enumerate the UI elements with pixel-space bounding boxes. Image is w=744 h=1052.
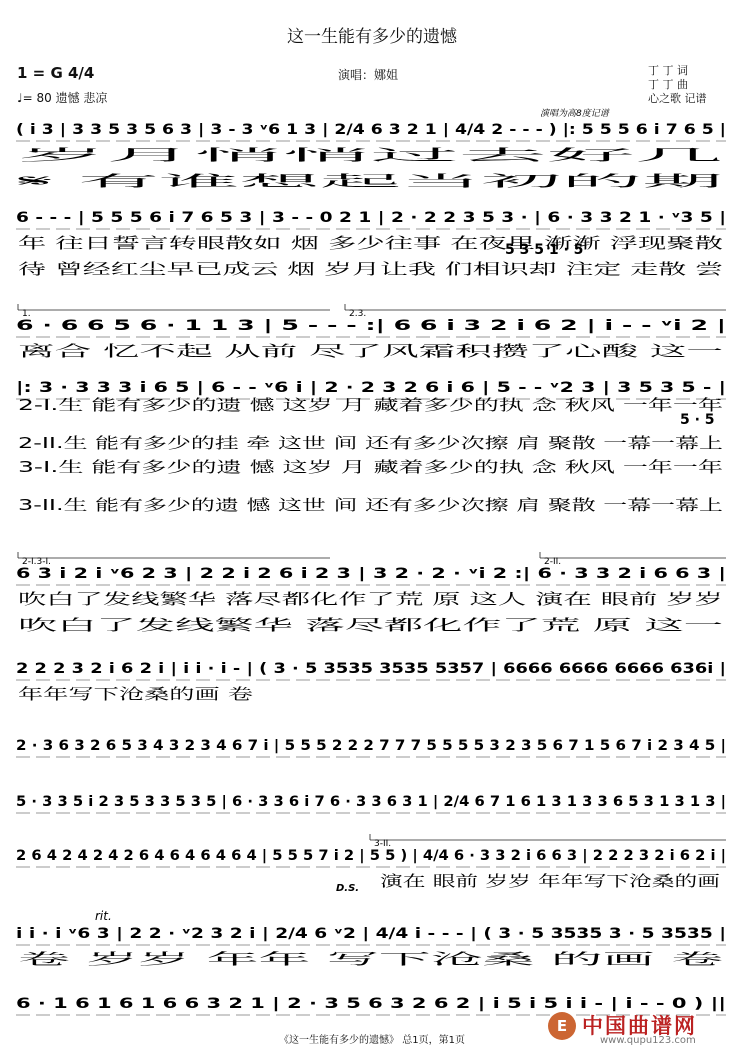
volta-label-2: 3-II. bbox=[374, 839, 392, 849]
composer-credit: 丁 丁 曲 bbox=[648, 78, 688, 91]
watermark-url: www.qupu123.com bbox=[600, 1035, 696, 1046]
notation-line: ( i 3 | 3 3 5 3 5 6 3 | 3 - 3 ᵛ6 1 3 | 2/4 6 3 2 1 | 4/4 2 - - - ) |: 5 5 5 6 i 7 6 5 | bbox=[16, 122, 726, 138]
volta-bracket-1 bbox=[18, 552, 330, 558]
volta-label-2: 2-II. bbox=[544, 557, 562, 567]
lyric-line: 岁月悄悄过去好几 bbox=[18, 146, 723, 164]
key-signature: 1 = G 4/4 bbox=[17, 64, 95, 82]
notation-line: 6 · 6 6 5 6 · 1 1 3 | 5 - - - :| 6 6 i 3 2 i 6 2 | i - - ᵛi 2 | bbox=[16, 318, 726, 334]
lyric-line: 待 曾经红尘早已成云 烟 岁月让我 们相识却 注定 走散 尝 bbox=[18, 260, 723, 278]
volta-bracket-2 bbox=[370, 834, 726, 840]
rit-marking: rit. bbox=[95, 909, 112, 923]
score-note: 演唱为高8度记谱 bbox=[540, 109, 609, 119]
page-title: 这一生能有多少的遗憾 bbox=[287, 27, 457, 47]
lyric-line: 卷 岁岁 年年 写下沧桑 的画 卷 bbox=[18, 950, 723, 968]
tempo-marking: ♩= 80 遗憾 悲凉 bbox=[17, 91, 108, 105]
lyric-line: 3-I.生 能有多少的遗 憾 这岁 月 藏着多少的执 念 秋风 一年一年 bbox=[18, 458, 723, 476]
lyric-line: 年 往日誓言转眼散如 烟 多少往事 在夜里 渐渐 浮现聚散 bbox=[18, 234, 723, 252]
watermark-name: 中国曲谱网 bbox=[582, 1014, 697, 1038]
volta-bracket-2 bbox=[345, 304, 726, 310]
volta-bracket-1 bbox=[18, 304, 330, 310]
volta-label-2: 2.3. bbox=[349, 309, 367, 319]
lyric-line: 2-I.生 能有多少的遗 憾 这岁 月 藏着多少的执 念 秋风 一年一年 bbox=[18, 396, 723, 414]
transcriber-credit: 心之歌 记谱 bbox=[648, 92, 707, 105]
upper-voice-notes: 5 3 5 1 · 5 bbox=[505, 242, 584, 258]
lyric-line: 𝄋 有谁想起当初的期 bbox=[18, 172, 723, 190]
notation-line: 6 - - - | 5 5 5 6 i 7 6 5 3 | 3 - - 0 2 1 | 2 · 2 2 3 5 3 · | 6 · 3 3 2 1 · ᵛ3 5 | bbox=[16, 210, 726, 226]
score-rows bbox=[16, 122, 726, 1015]
page-footer: 《这一生能有多少的遗憾》 总1页，第1页 bbox=[279, 1035, 465, 1046]
lyric-line: 演在 眼前 岁岁 年年写下沧桑的画 bbox=[380, 872, 720, 890]
lyric-line: 吹白了发线繁华 落尽都化作了荒 原 这人 演在 眼前 岁岁 bbox=[18, 590, 723, 608]
volta-label-1: 1. bbox=[22, 309, 31, 319]
notation-line: 2 6 4 2 4 2 4 2 6 4 6 4 6 4 6 4 | 5 5 5 7 i 2 | 5 5 ) | 4/4 6 · 3 3 2 i 6 6 3 | 2 2 2 3 2 i 6 2 i | bbox=[16, 848, 727, 864]
ds-marking: D.S. bbox=[336, 883, 360, 894]
lyric-line: 离合 忆不起 从前 尽了风霜积攒了心酸 这一 bbox=[18, 342, 723, 360]
volta-bracket-2 bbox=[540, 552, 726, 558]
lyric-line: 年年写下沧桑的画 卷 bbox=[18, 685, 254, 703]
upper-voice-notes: 5 · 5 bbox=[680, 412, 715, 428]
watermark-logo-icon: E bbox=[548, 1012, 576, 1040]
notation-line: i i · i ᵛ6 3 | 2 2 · ᵛ2 3 2 i | 2/4 6 ᵛ2 | 4/4 i - - - | ( 3 · 5 3535 3 · 5 3535 | bbox=[16, 926, 726, 942]
notation-line: 6 3 i 2 i ᵛ6 2 3 | 2 2 i 2 6 i 2 3 | 3 2 · 2 · ᵛi 2 :| 6 · 3 3 2 i 6 6 3 | bbox=[16, 566, 726, 582]
notation-line: 2 2 2 3 2 i 6 2 i | i i · i - | ( 3 · 5 3535 3535 5357 | 6666 6666 6666 636i | bbox=[16, 661, 726, 677]
volta-label-1: 2-I.3-I. bbox=[22, 557, 51, 567]
lyric-line: 2-II.生 能有多少的挂 牵 这世 间 还有多少次擦 肩 聚散 一幕一幕上 bbox=[18, 434, 723, 452]
lyricist-credit: 丁 丁 词 bbox=[648, 64, 688, 77]
lyric-line: 3-II.生 能有多少的遗 憾 这世 间 还有多少次擦 肩 聚散 一幕一幕上 bbox=[18, 496, 723, 514]
singer-credit: 演唱：娜姐 bbox=[338, 68, 399, 82]
notation-line: 6 · 1 6 1 6 1 6 6 3 2 1 | 2 · 3 5 6 3 2 6 2 | i 5 i 5 i i - | i - - 0 ) || bbox=[16, 996, 726, 1012]
notation-line: 5 · 3 3 5 i 2 3 5 3 3 5 3 5 | 6 · 3 3 6 i 7 6 · 3 3 6 3 1 | 2/4 6 7 1 6 1 3 1 3 3 6 5 3 1 3 1 3 | bbox=[16, 794, 726, 810]
notation-line: 2 · 3 6 3 2 6 5 3 4 3 2 3 4 6 7 i | 5 5 5 2 2 2 7 7 7 5 5 5 5 3 2 3 5 6 7 1 5 6 7 i 2 3 4 5 | bbox=[16, 738, 726, 754]
lyric-line: 吹白了发线繁华 落尽都化作了荒 原 这一 bbox=[18, 616, 723, 634]
site-watermark bbox=[548, 1010, 738, 1044]
notation-line: |: 3 · 3 3 3 i 6 5 | 6 - - ᵛ6 i | 2 · 2 3 2 6 i 6 | 5 - - ᵛ2 3 | 3 5 3 5 - | bbox=[16, 380, 726, 396]
